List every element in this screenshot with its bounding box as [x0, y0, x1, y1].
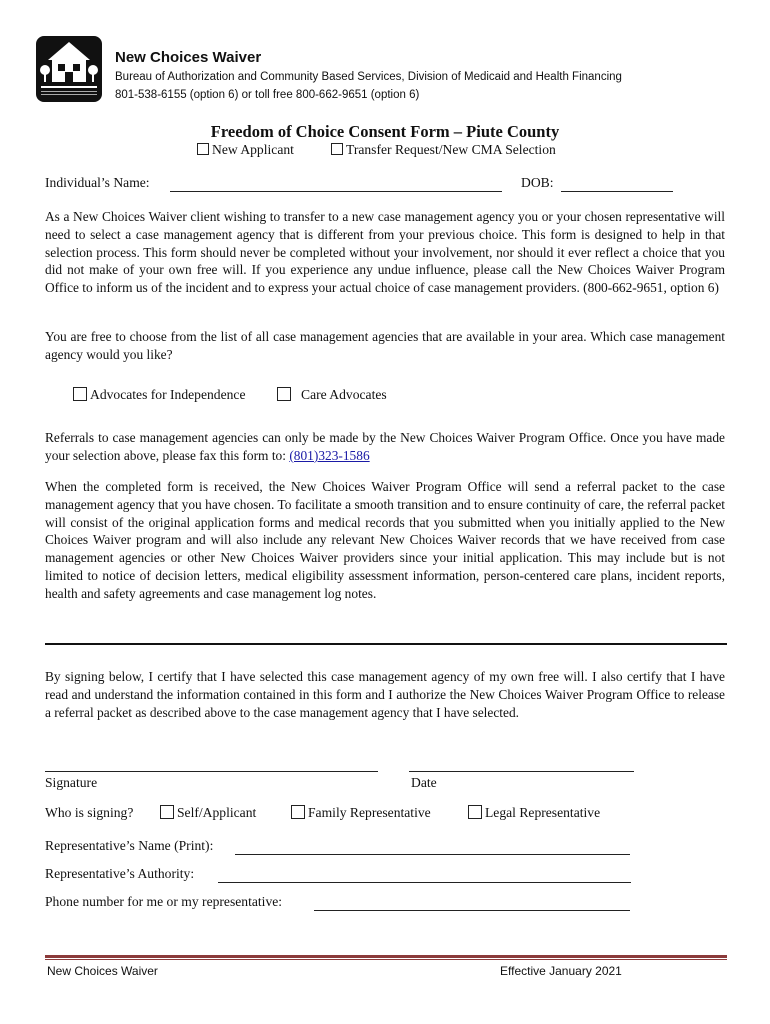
dob-label: DOB: — [521, 175, 554, 190]
phone-number-label: Phone number for me or my representative: — [45, 894, 283, 909]
option-label: Legal Representative — [485, 805, 601, 820]
signature-label: Signature — [45, 775, 98, 790]
checkbox[interactable] — [468, 805, 482, 819]
individual-name-field[interactable] — [170, 176, 502, 192]
referral-text: Referrals to case management agencies can only be made by the New Choices Waiver Program Office. Once you have made your selection above, please fax this form to: — [45, 430, 725, 463]
option-new-applicant[interactable] — [197, 142, 294, 158]
rep-name-label: Representative’s Name (Print): — [45, 838, 214, 853]
option-label: Transfer Request/New CMA Selection — [346, 142, 556, 157]
completed-paragraph: When the completed form is received, the New Choices Waiver Program Office will send a referral packet to the case management agency that you have chosen. To facilitate a smooth transition and to ensure continuity of care, the referral packet will consist of the original application forms and medical records that you submitted when you initially applied to the New Choices Waiver program and will also include any relevant New Choices Waiver records that we have received from case management agencies or other New Choices Waiver providers since your initial application. This may include but is not limited to notice of decision letters, medical eligibility assessment information, person-centered care plans, incident reports, health and safety agreements and case management log notes. — [45, 479, 725, 601]
option-label: Family Representative — [308, 805, 431, 820]
phone-number-field[interactable] — [314, 896, 630, 911]
fax-number-link[interactable]: (801)323-1586 — [289, 447, 370, 463]
signature-line[interactable] — [45, 771, 378, 772]
section-divider — [45, 643, 727, 645]
footer-left: New Choices Waiver — [47, 964, 158, 978]
checkbox[interactable] — [73, 387, 87, 401]
option-label: Care Advocates — [301, 387, 387, 402]
who-signing-label: Who is signing? — [45, 805, 134, 820]
signer-option-family[interactable] — [291, 805, 431, 821]
agency-option-advocates[interactable] — [73, 387, 246, 403]
bureau-line: Bureau of Authorization and Community Based Services, Division of Medicaid and Health Financing — [115, 71, 622, 83]
checkbox[interactable] — [331, 143, 343, 155]
phone-line: 801-538-6155 (option 6) or toll free 800-662-9651 (option 6) — [115, 89, 420, 101]
checkbox[interactable] — [197, 143, 209, 155]
rep-name-field[interactable] — [235, 840, 630, 855]
signer-option-self[interactable] — [160, 805, 256, 821]
agency-option-care-advocates[interactable] — [277, 387, 387, 403]
footer-right: Effective January 2021 — [500, 964, 622, 978]
footer-rule-thin — [45, 959, 727, 960]
option-label: Advocates for Independence — [90, 387, 246, 402]
rep-authority-field[interactable] — [218, 868, 631, 883]
dob-field[interactable] — [561, 176, 673, 192]
signer-option-legal[interactable] — [468, 805, 600, 821]
agency-question: You are free to choose from the list of all case management agencies that are available in your area. Which case management agency would you like? — [45, 329, 725, 362]
option-transfer-request[interactable] — [331, 142, 556, 158]
date-label: Date — [411, 775, 437, 790]
referral-paragraph — [45, 429, 725, 465]
footer-rule — [45, 955, 727, 958]
date-line[interactable] — [409, 771, 634, 772]
certify-paragraph: By signing below, I certify that I have selected this case management agency of my own free will. I also certify that I have read and understand the information contained in this form and I authorize the New Choices Waiver Program Office to release a referral packet as described above to the case management agency that I have selected. — [45, 669, 725, 720]
checkbox[interactable] — [160, 805, 174, 819]
house-logo-icon — [36, 36, 102, 102]
checkbox[interactable] — [291, 805, 305, 819]
checkbox[interactable] — [277, 387, 291, 401]
option-label: New Applicant — [212, 142, 294, 157]
intro-paragraph: As a New Choices Waiver client wishing to transfer to a new case management agency you or your chosen representative will need to select a case management agency that is different from your previous choice. This form is designed to help in that selection process. This form should never be completed without your involvement, nor should it ever reflect a choice that you did not make of your own free will. If you experience any undue influence, please call the New Choices Waiver Program Office to inform us of the incident and to express your actual choice of case management providers. (800-662-9651, option 6) — [45, 209, 725, 296]
form-title: Freedom of Choice Consent Form – Piute County — [210, 122, 560, 141]
rep-authority-label: Representative’s Authority: — [45, 866, 195, 881]
option-label: Self/Applicant — [177, 805, 257, 820]
individual-name-label: Individual’s Name: — [45, 175, 150, 190]
org-name: New Choices Waiver — [115, 49, 262, 66]
